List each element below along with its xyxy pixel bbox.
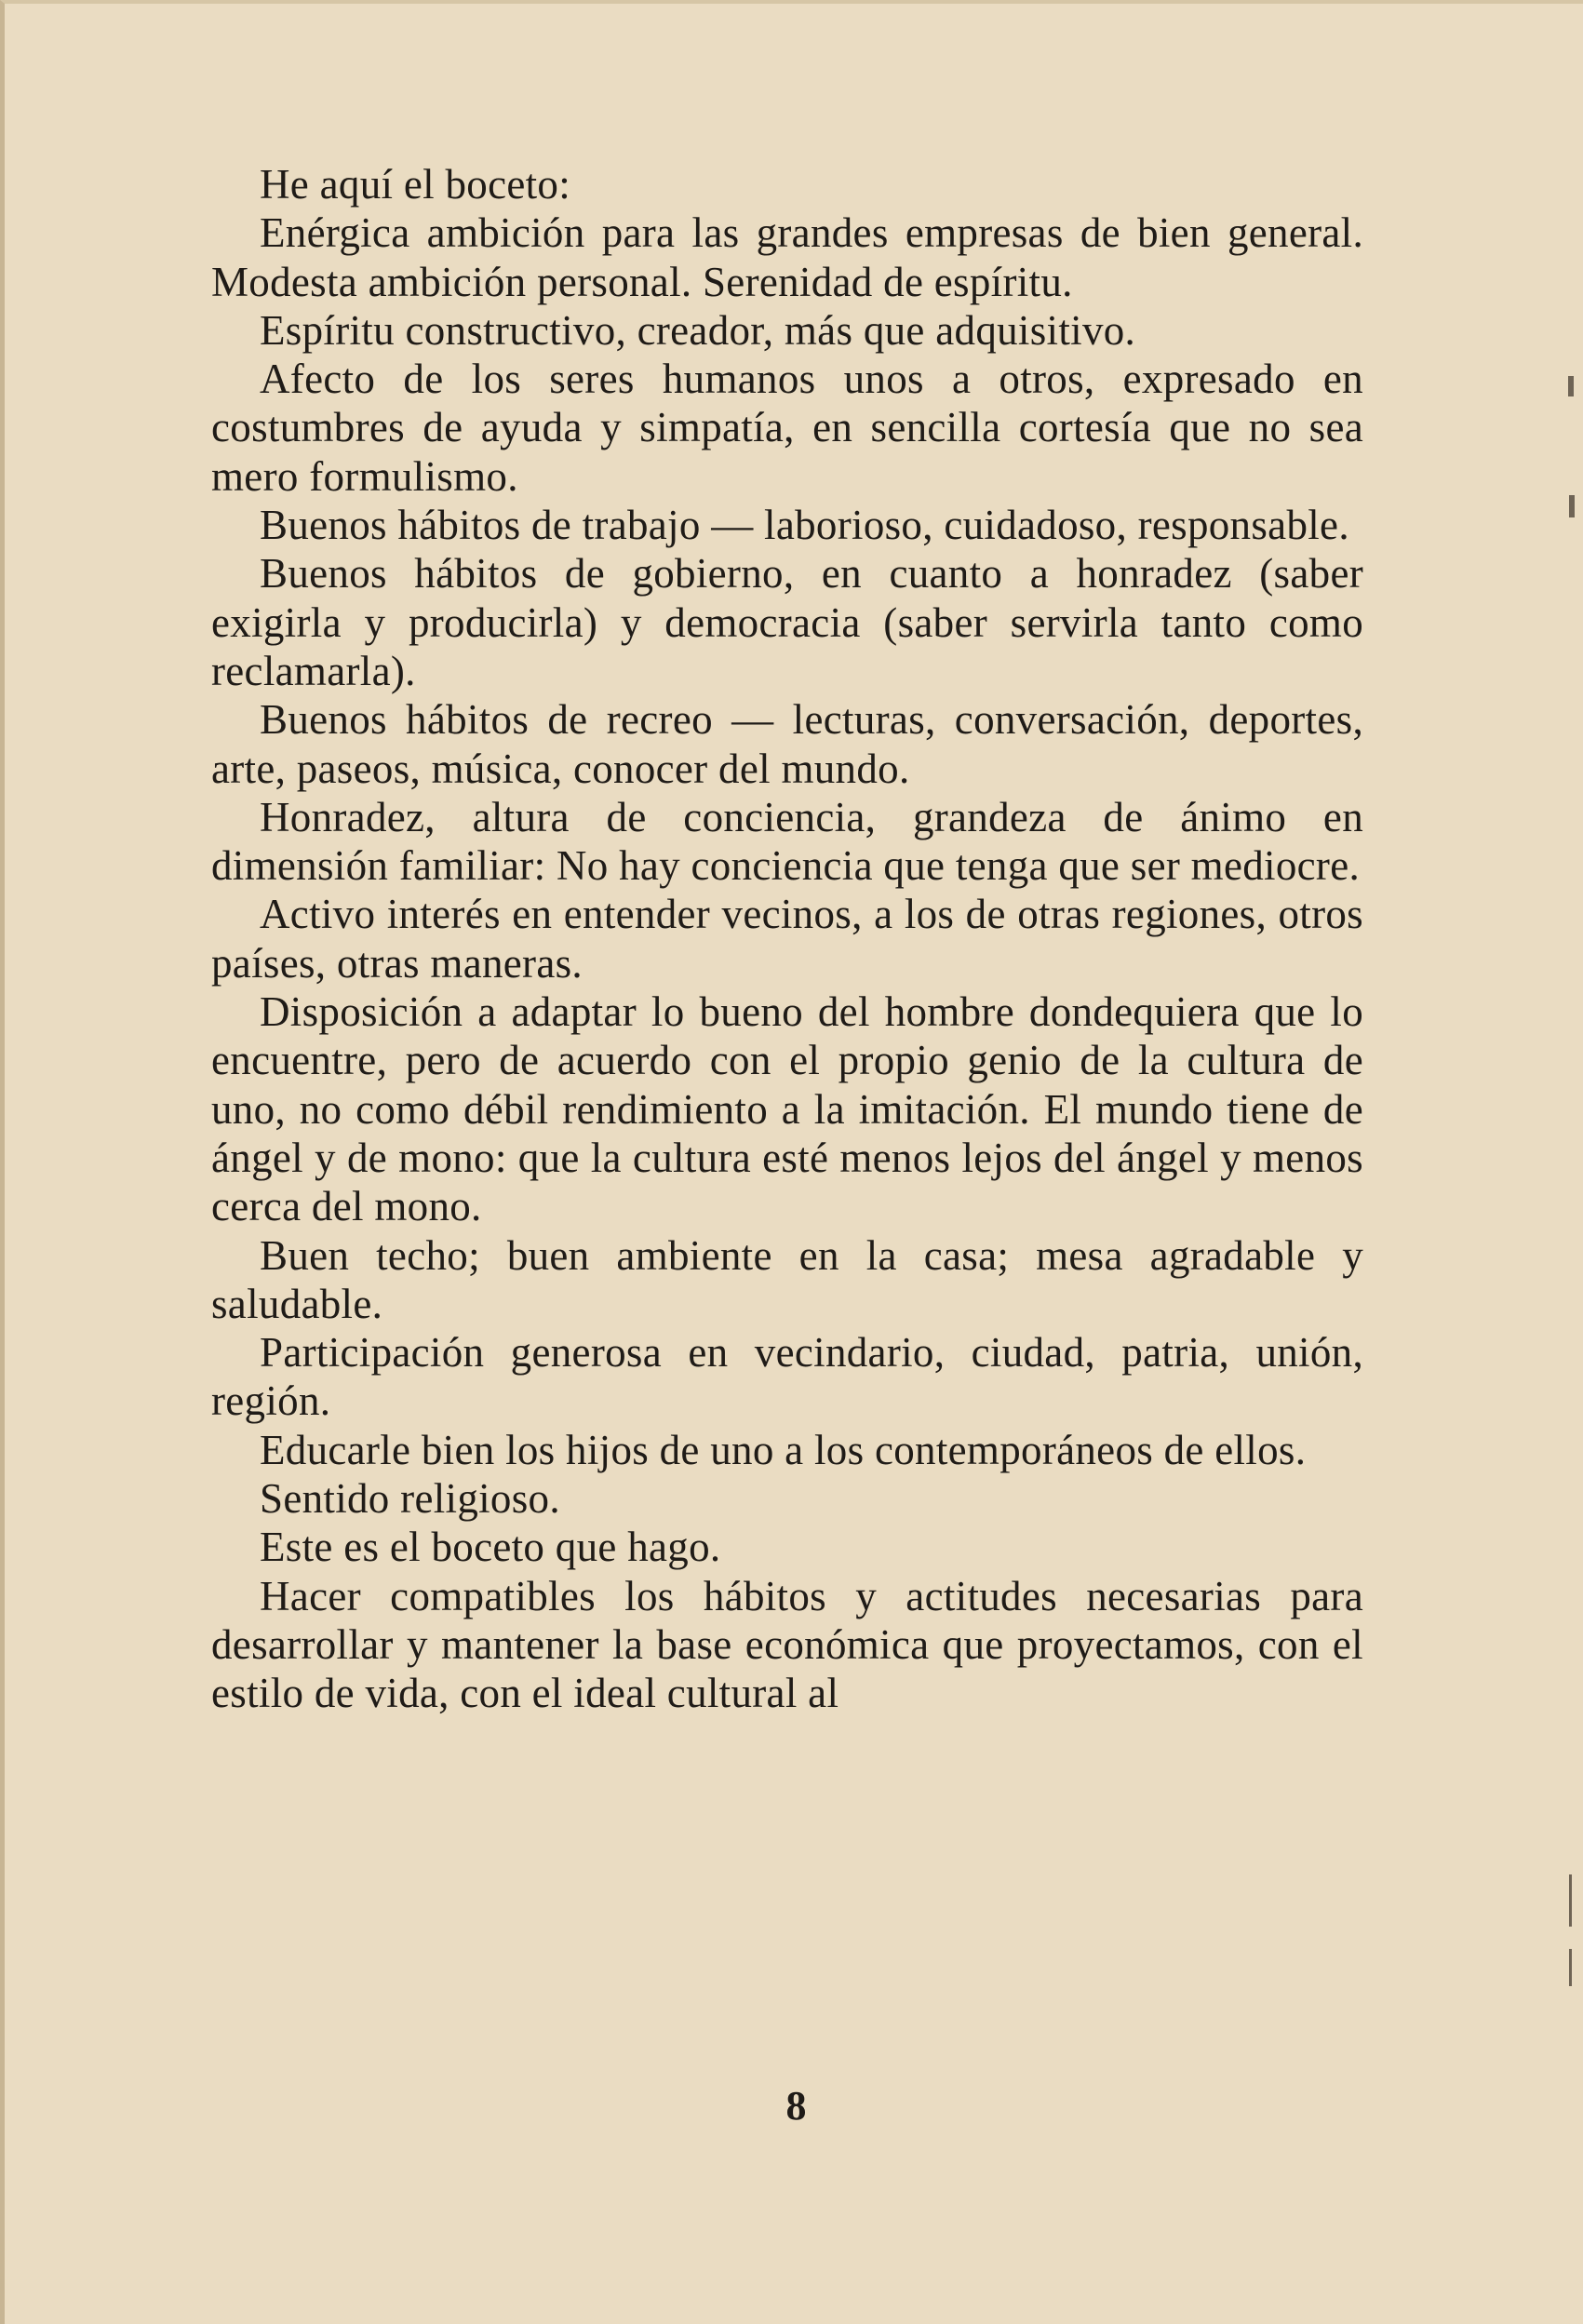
paragraph: Afecto de los seres humanos unos a otros, expresado en costumbres de ayuda y simpatía, en sencilla cortesía que no sea mero formulismo. bbox=[211, 356, 1363, 500]
paragraph: Sentido religioso. bbox=[260, 1475, 560, 1523]
scan-artifact bbox=[1569, 1949, 1572, 1986]
page-number: 8 bbox=[785, 2083, 807, 2129]
paragraph: Participación generosa en vecindario, ciudad, patria, unión, región. bbox=[211, 1329, 1363, 1425]
paragraph: Disposición a adaptar lo bueno del hombre dondequiera que lo encuentre, pero de acuerdo con el propio genio de la cultura de uno, no como débil rendimiento a la imitación. El mundo tiene de ángel y de mono: que la cultura esté menos lejos del ángel y menos cerca del mono. bbox=[211, 988, 1363, 1230]
paragraph: Este es el boceto que hago. bbox=[260, 1524, 721, 1571]
paragraph: Educarle bien los hijos de uno a los contemporáneos de ellos. bbox=[260, 1426, 1307, 1473]
paragraph: Buenos hábitos de gobierno, en cuanto a honradez (saber exigirla y producirla) y democracia (saber servirla tanto como reclamarla). bbox=[211, 550, 1363, 694]
paragraph: He aquí el boceto: bbox=[260, 161, 571, 208]
paragraph: Buenos hábitos de recreo — lecturas, conversación, deportes, arte, paseos, música, conocer del mundo. bbox=[211, 696, 1363, 792]
paragraph: Honradez, altura de conciencia, grandeza de ánimo en dimensión familiar: No hay conciencia que tenga que ser mediocre. bbox=[211, 793, 1363, 890]
paragraph: Buenos hábitos de trabajo — laborioso, cuidadoso, responsable. bbox=[260, 502, 1349, 549]
scan-artifact bbox=[1569, 495, 1575, 517]
body-text bbox=[211, 160, 1363, 1718]
paragraph: Hacer compatibles los hábitos y actitudes necesarias para desarrollar y mantener la base económica que proyectamos, con el estilo de vida, con el ideal cultural al bbox=[211, 1572, 1363, 1717]
scan-artifact bbox=[1568, 376, 1574, 396]
scan-artifact bbox=[1569, 1874, 1572, 1927]
paragraph: Activo interés en entender vecinos, a los de otras regiones, otros países, otras maneras. bbox=[211, 891, 1363, 987]
paragraph: Buen techo; buen ambiente en la casa; mesa agradable y saludable. bbox=[211, 1231, 1363, 1327]
paragraph: Enérgica ambición para las grandes empresas de bien general. Modesta ambición personal. Serenidad de espíritu. bbox=[211, 209, 1363, 305]
paragraph: Espíritu constructivo, creador, más que adquisitivo. bbox=[260, 306, 1136, 354]
